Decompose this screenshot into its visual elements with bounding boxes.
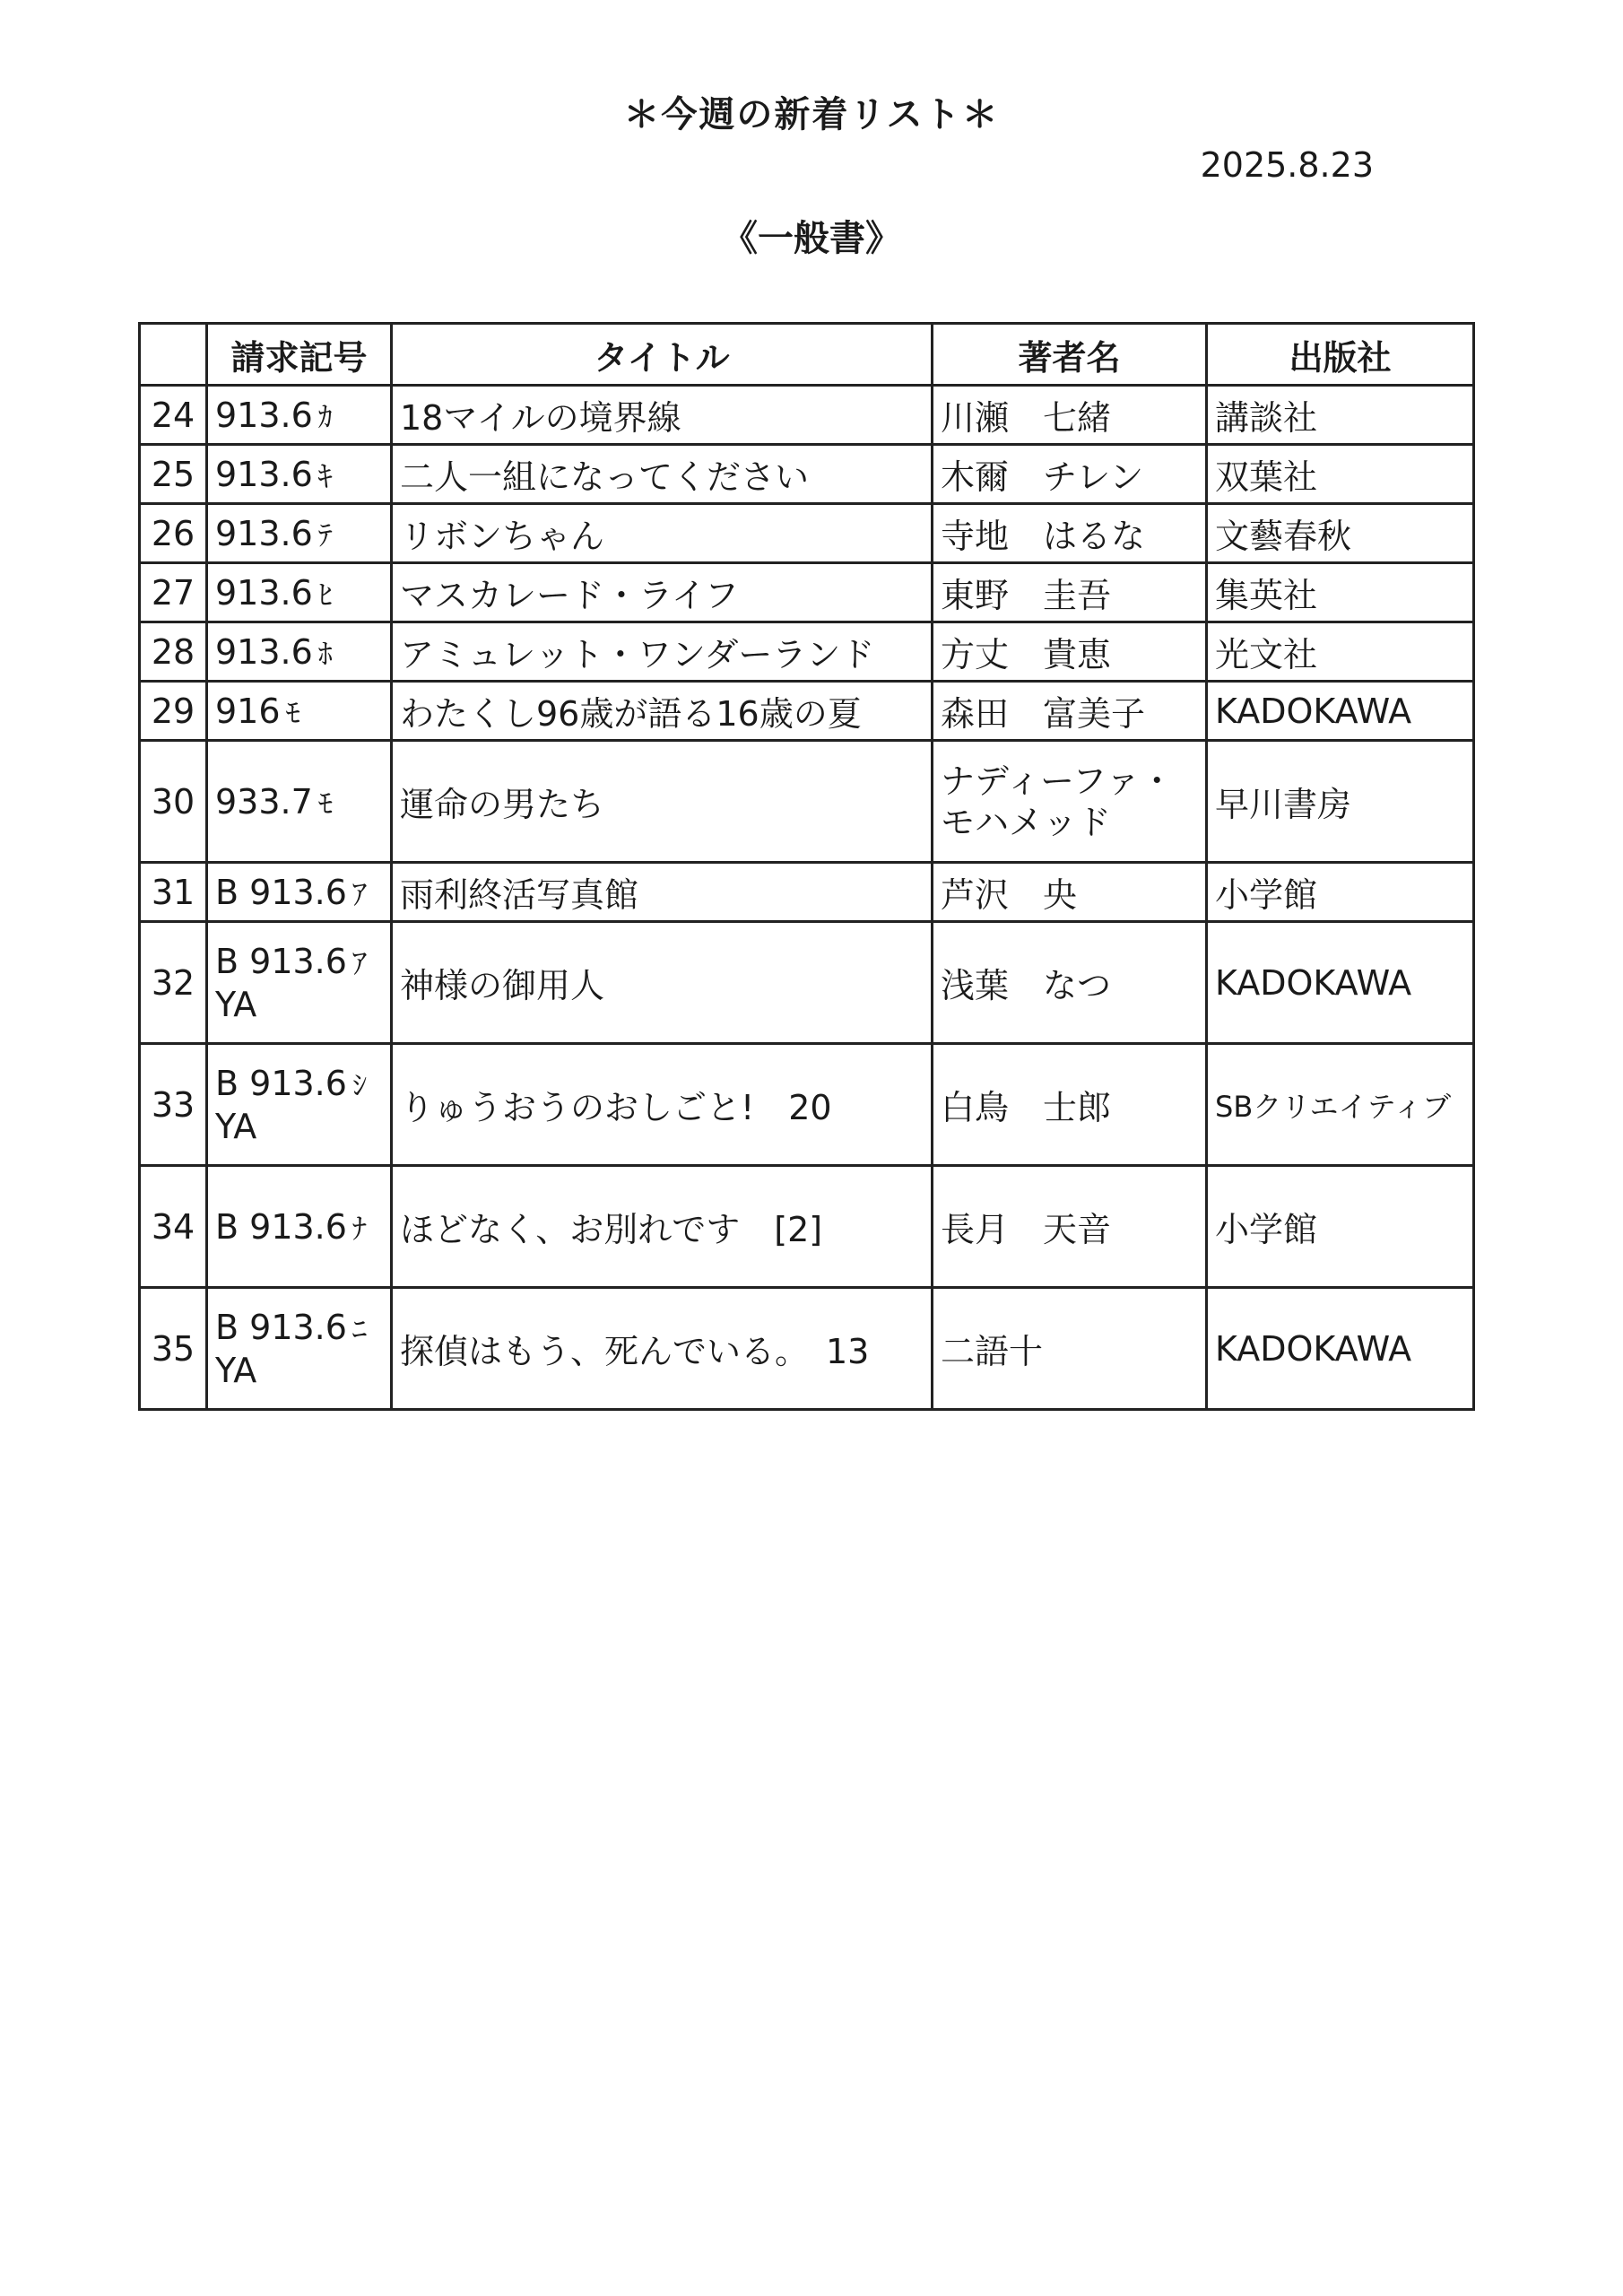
call-number xyxy=(207,741,392,863)
call-number xyxy=(207,1044,392,1166)
call-number-code: 913.6 xyxy=(215,454,313,494)
call-number xyxy=(207,1288,392,1410)
call-number xyxy=(207,504,392,563)
call-number-line-2: YA xyxy=(215,1106,257,1146)
book-title: 探偵はもう、死んでいる。 13 xyxy=(392,1288,933,1410)
book-title: 雨利終活写真館 xyxy=(392,863,933,922)
book-publisher: SBクリエイティブ xyxy=(1207,1044,1474,1166)
row-number: 30 xyxy=(140,741,207,863)
book-publisher: 集英社 xyxy=(1207,563,1474,622)
row-number: 28 xyxy=(140,622,207,682)
call-number xyxy=(207,445,392,504)
document-title: ＊今週の新着リスト＊ xyxy=(623,94,1000,135)
book-title: りゅうおうのおしごと! 20 xyxy=(392,1044,933,1166)
table-row xyxy=(140,445,1474,504)
book-author: 川瀬 七緒 xyxy=(933,386,1207,445)
call-number-code: B 913.6 xyxy=(215,872,347,912)
header-title: タイトル xyxy=(392,324,933,386)
call-number-kana: ｼ xyxy=(352,1067,367,1102)
call-number-kana: ﾎ xyxy=(317,636,333,671)
table-row xyxy=(140,1288,1474,1410)
book-author: 木爾 チレン xyxy=(933,445,1207,504)
row-number: 32 xyxy=(140,922,207,1044)
book-author: 森田 富美子 xyxy=(933,682,1207,741)
book-author: 長月 天音 xyxy=(933,1166,1207,1288)
table-row xyxy=(140,563,1474,622)
book-author: 方丈 貴恵 xyxy=(933,622,1207,682)
call-number-code: 916 xyxy=(215,691,281,731)
call-number-code: B 913.6 xyxy=(215,941,347,981)
table-row xyxy=(140,1166,1474,1288)
table-row xyxy=(140,682,1474,741)
row-number: 26 xyxy=(140,504,207,563)
call-number-code: 933.7 xyxy=(215,781,313,822)
book-author: 寺地 はるな xyxy=(933,504,1207,563)
call-number-kana: ｱ xyxy=(352,945,367,980)
call-number-code: B 913.6 xyxy=(215,1307,347,1347)
call-number xyxy=(207,386,392,445)
call-number-kana: ｱ xyxy=(352,876,367,911)
book-author: 浅葉 なつ xyxy=(933,922,1207,1044)
book-title: マスカレード・ライフ xyxy=(392,563,933,622)
book-publisher: 小学館 xyxy=(1207,1166,1474,1288)
call-number-line-2: YA xyxy=(215,984,257,1024)
header-number xyxy=(140,324,207,386)
call-number-kana: ｶ xyxy=(317,399,333,434)
book-publisher: 文藝春秋 xyxy=(1207,504,1474,563)
book-title: 神様の御用人 xyxy=(392,922,933,1044)
table-row xyxy=(140,504,1474,563)
table-row xyxy=(140,863,1474,922)
book-title: わたくし96歳が語る16歳の夏 xyxy=(392,682,933,741)
table-header-row xyxy=(140,324,1474,386)
book-publisher: KADOKAWA xyxy=(1207,682,1474,741)
book-publisher: 光文社 xyxy=(1207,622,1474,682)
author-line-2: モハメッド xyxy=(941,802,1112,842)
book-author: 東野 圭吾 xyxy=(933,563,1207,622)
book-title: 二人一組になってください xyxy=(392,445,933,504)
call-number-kana: ﾓ xyxy=(317,786,333,821)
book-publisher: KADOKAWA xyxy=(1207,1288,1474,1410)
header-call-number: 請求記号 xyxy=(207,324,392,386)
book-title: リボンちゃん xyxy=(392,504,933,563)
book-publisher: 講談社 xyxy=(1207,386,1474,445)
row-number: 29 xyxy=(140,682,207,741)
call-number-code: 913.6 xyxy=(215,631,313,672)
call-number-code: B 913.6 xyxy=(215,1063,347,1103)
row-number: 33 xyxy=(140,1044,207,1166)
book-author xyxy=(933,741,1207,863)
call-number xyxy=(207,622,392,682)
author-line-1: ナディーファ・ xyxy=(941,761,1175,801)
call-number xyxy=(207,1166,392,1288)
row-number: 25 xyxy=(140,445,207,504)
call-number xyxy=(207,863,392,922)
book-author: 芦沢 央 xyxy=(933,863,1207,922)
new-arrivals-table xyxy=(138,322,1475,1411)
book-author: 二語十 xyxy=(933,1288,1207,1410)
call-number-code: B 913.6 xyxy=(215,1206,347,1247)
book-title: 運命の男たち xyxy=(392,741,933,863)
book-publisher: 小学館 xyxy=(1207,863,1474,922)
book-publisher: 双葉社 xyxy=(1207,445,1474,504)
call-number-code: 913.6 xyxy=(215,395,313,435)
document-date: 2025.8.23 xyxy=(1200,145,1374,185)
table-row xyxy=(140,622,1474,682)
row-number: 27 xyxy=(140,563,207,622)
book-publisher: 早川書房 xyxy=(1207,741,1474,863)
book-author: 白鳥 士郎 xyxy=(933,1044,1207,1166)
call-number xyxy=(207,682,392,741)
call-number-code: 913.6 xyxy=(215,513,313,553)
book-title: ほどなく、お別れです [2] xyxy=(392,1166,933,1288)
call-number-kana: ｷ xyxy=(317,458,333,493)
header-publisher: 出版社 xyxy=(1207,324,1474,386)
book-title: アミュレット・ワンダーランド xyxy=(392,622,933,682)
call-number-kana: ﾅ xyxy=(352,1211,367,1246)
call-number-kana: ﾃ xyxy=(317,517,333,552)
book-publisher: KADOKAWA xyxy=(1207,922,1474,1044)
table-row xyxy=(140,1044,1474,1166)
call-number-line-2: YA xyxy=(215,1350,257,1390)
row-number: 31 xyxy=(140,863,207,922)
row-number: 35 xyxy=(140,1288,207,1410)
call-number xyxy=(207,922,392,1044)
call-number xyxy=(207,563,392,622)
call-number-kana: ﾓ xyxy=(285,695,300,730)
call-number-kana: ﾆ xyxy=(352,1311,367,1346)
table-row xyxy=(140,922,1474,1044)
call-number-kana: ﾋ xyxy=(317,577,333,612)
row-number: 24 xyxy=(140,386,207,445)
header-author: 著者名 xyxy=(933,324,1207,386)
section-heading: 《一般書》 xyxy=(722,218,901,259)
row-number: 34 xyxy=(140,1166,207,1288)
call-number-code: 913.6 xyxy=(215,572,313,613)
table-row xyxy=(140,386,1474,445)
book-title: 18マイルの境界線 xyxy=(392,386,933,445)
table-row xyxy=(140,741,1474,863)
